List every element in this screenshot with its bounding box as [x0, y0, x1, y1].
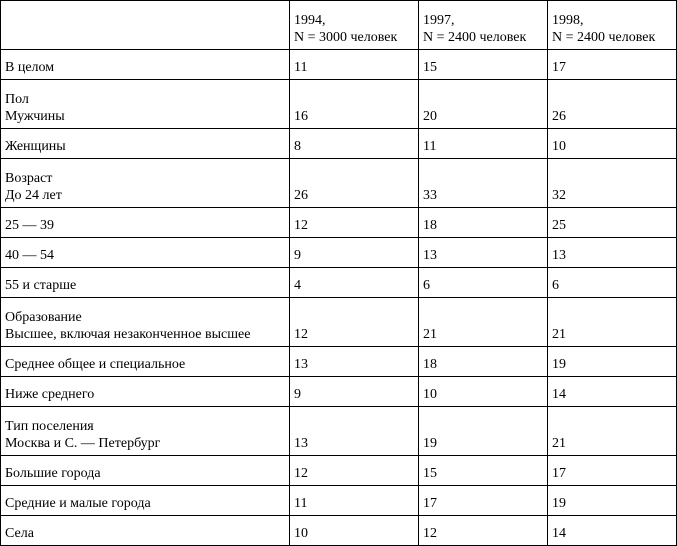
value-cell: 19 — [548, 486, 677, 516]
header-year: 1998, — [552, 13, 584, 28]
header-year: 1994, — [294, 13, 326, 28]
table-row — [1, 516, 677, 546]
value-cell: 12 — [290, 456, 419, 486]
group-heading: Пол — [5, 92, 29, 107]
group-heading: Образование — [5, 310, 82, 325]
header-sample-size: N = 3000 человек — [294, 30, 398, 45]
value-cell: 13 — [419, 238, 548, 268]
value-cell: 25 — [548, 208, 677, 238]
value-cell: 19 — [548, 347, 677, 377]
row-label: 40 — 54 — [5, 248, 54, 263]
table-row — [1, 407, 677, 456]
table-row — [1, 129, 677, 159]
row-label: Большие города — [5, 466, 101, 481]
value-cell: 18 — [419, 347, 548, 377]
header-cell-1998 — [548, 1, 677, 50]
row-label: Среднее общее и специальное — [5, 357, 186, 372]
row-label: Средние и малые города — [5, 496, 151, 511]
row-label-cell — [1, 238, 290, 268]
row-label: 25 — 39 — [5, 218, 54, 233]
value-cell: 15 — [419, 456, 548, 486]
row-label: До 24 лет — [5, 188, 62, 203]
value-cell: 13 — [290, 347, 419, 377]
row-label-cell — [1, 129, 290, 159]
value-cell: 13 — [290, 407, 419, 456]
value-cell: 16 — [290, 80, 419, 129]
value-cell: 19 — [419, 407, 548, 456]
group-heading: Тип поселения — [5, 419, 94, 434]
row-label: 55 и старше — [5, 278, 77, 293]
header-sample-size: N = 2400 человек — [423, 30, 527, 45]
value-cell: 11 — [290, 486, 419, 516]
value-cell: 20 — [419, 80, 548, 129]
table-row — [1, 347, 677, 377]
value-cell: 4 — [290, 268, 419, 298]
value-cell: 6 — [419, 268, 548, 298]
header-corner-cell — [1, 1, 290, 50]
table-body — [1, 50, 677, 546]
value-cell: 21 — [548, 407, 677, 456]
table-row — [1, 298, 677, 347]
row-label: Москва и С. — Петербург — [5, 436, 161, 451]
table-row — [1, 238, 677, 268]
table-row — [1, 80, 677, 129]
row-label-cell — [1, 50, 290, 80]
value-cell: 21 — [419, 298, 548, 347]
value-cell: 12 — [290, 298, 419, 347]
header-year: 1997, — [423, 13, 455, 28]
value-cell: 12 — [419, 516, 548, 546]
table-row — [1, 377, 677, 407]
value-cell: 11 — [419, 129, 548, 159]
value-cell: 9 — [290, 377, 419, 407]
row-label-cell — [1, 159, 290, 208]
value-cell: 10 — [290, 516, 419, 546]
table-row — [1, 268, 677, 298]
row-label: Женщины — [5, 139, 66, 154]
row-label-cell — [1, 347, 290, 377]
row-label-cell — [1, 486, 290, 516]
row-label: Села — [5, 526, 34, 541]
value-cell: 6 — [548, 268, 677, 298]
row-label-cell — [1, 377, 290, 407]
table-row — [1, 208, 677, 238]
value-cell: 21 — [548, 298, 677, 347]
value-cell: 26 — [548, 80, 677, 129]
row-label-cell — [1, 456, 290, 486]
value-cell: 11 — [290, 50, 419, 80]
value-cell: 13 — [548, 238, 677, 268]
header-cell-1994 — [290, 1, 419, 50]
row-label-cell — [1, 80, 290, 129]
row-label: Ниже среднего — [5, 387, 95, 402]
table-row — [1, 456, 677, 486]
row-label: В целом — [5, 60, 55, 75]
value-cell: 15 — [419, 50, 548, 80]
group-heading: Возраст — [5, 171, 53, 186]
value-cell: 14 — [548, 377, 677, 407]
row-label: Мужчины — [5, 109, 65, 124]
table-row — [1, 159, 677, 208]
row-label-cell — [1, 268, 290, 298]
value-cell: 14 — [548, 516, 677, 546]
row-label-cell — [1, 516, 290, 546]
row-label-cell — [1, 407, 290, 456]
value-cell: 32 — [548, 159, 677, 208]
value-cell: 10 — [548, 129, 677, 159]
row-label-cell — [1, 298, 290, 347]
header-row — [1, 1, 677, 50]
value-cell: 17 — [419, 486, 548, 516]
table-row — [1, 50, 677, 80]
header-sample-size: N = 2400 человек — [552, 30, 656, 45]
value-cell: 18 — [419, 208, 548, 238]
value-cell: 12 — [290, 208, 419, 238]
header-cell-1997 — [419, 1, 548, 50]
value-cell: 26 — [290, 159, 419, 208]
value-cell: 10 — [419, 377, 548, 407]
value-cell: 17 — [548, 456, 677, 486]
value-cell: 33 — [419, 159, 548, 208]
value-cell: 17 — [548, 50, 677, 80]
row-label: Высшее, включая незаконченное высшее — [5, 327, 251, 342]
row-label-cell — [1, 208, 290, 238]
table-row — [1, 486, 677, 516]
value-cell: 8 — [290, 129, 419, 159]
value-cell: 9 — [290, 238, 419, 268]
